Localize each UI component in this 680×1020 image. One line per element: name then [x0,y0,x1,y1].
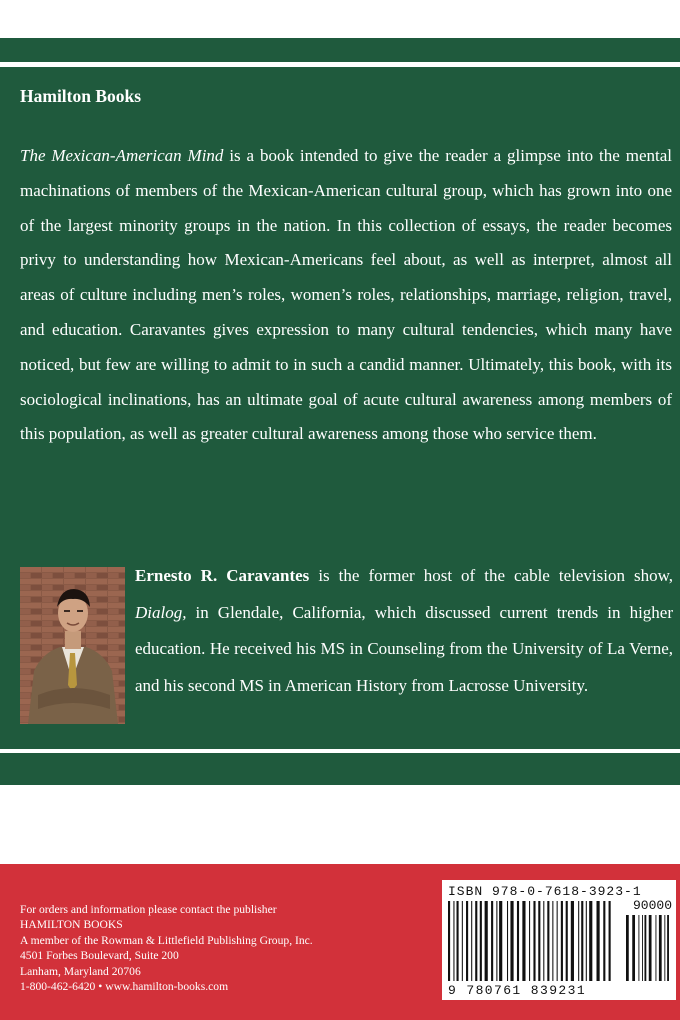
barcode-bar [533,901,535,981]
show-title: Dialog, [135,602,187,622]
barcode-bar [626,915,629,981]
barcode-bar [596,901,599,981]
barcode-bar [638,915,639,981]
book-title: The Mexican-American Mind [20,146,224,165]
author-bio-part2: in Glendale, California, which discussed current trends in higher education. He received his MS in Counseling from the University of La Verne, and his second MS in American History from Lacrosse University. [135,602,673,695]
publisher-heading: Hamilton Books [20,86,142,106]
barcode-bar [667,915,669,981]
barcode-bar [644,915,646,981]
barcode-bar [543,901,544,981]
barcode-bar [578,901,579,981]
author-portrait-image [20,567,125,724]
barcode-bar [642,915,643,981]
barcode-addon-icon [626,915,672,981]
barcode-bar [557,901,558,981]
barcode-bar [517,901,519,981]
barcode-bar [448,901,450,981]
barcode-bar [529,901,530,981]
barcode-bar [547,901,549,981]
barcode-bar [609,901,611,981]
barcode-bar [475,901,477,981]
barcode-bar [538,901,540,981]
barcode-bar [462,901,463,981]
barcode-bar [659,915,662,981]
barcode-bar [561,901,563,981]
barcode-bar [453,901,454,981]
publisher-contact [20,902,430,994]
book-description [20,139,672,452]
contact-line-city: Lanham, Maryland 20706 [20,964,141,978]
author-photo [20,567,125,724]
barcode-bar [522,901,525,981]
description-body: is a book intended to give the reader a glimpse into the mental machinations of members of the Mexican-American cultural group, which has grown into one of the largest minority groups in the nation. In this collection of essays, the reader becomes privy to understanding how Mexican-Americans feel about, as well as interpret, almost all areas of culture including men’s roles, women’s roles, relationships, marriage, religion, travel, and education. Caravantes gives expression to many cultural tendencies, which many have noticed, but few are willing to admit to in such a candid manner. Ultimately, this book, with its sociological inclinations, has an ultimate goal of acute cultural awareness among members of this population, as well as greater cultural awareness among those who service them. [20,146,672,444]
barcode-bar [589,901,592,981]
barcode-bar [480,901,482,981]
barcode-bar [485,901,488,981]
barcode-bar [571,901,574,981]
contact-line-publisher: HAMILTON BOOKS [20,918,123,932]
barcode-bar [632,915,635,981]
author-name: Ernesto R. Caravantes [135,566,310,585]
isbn-label: ISBN 978-0-7618-3923-1 [448,884,642,899]
barcode-bar [496,901,497,981]
barcode-icon [448,901,616,981]
price-code-label: 90000 [632,898,672,913]
barcode-bar [655,915,656,981]
barcode-bar [491,901,493,981]
barcode-bar [566,901,568,981]
barcode-bar [510,901,513,981]
barcode-bar [664,915,665,981]
barcode-bar [552,901,553,981]
barcode-bar [581,901,583,981]
barcode-bar [603,901,605,981]
barcode-bar [471,901,472,981]
top-green-band [0,38,680,62]
barcode-bar [466,901,468,981]
author-bio-part1: is the former host of the cable television show, [309,566,674,585]
barcode-digits: 9 780761 839231 [448,983,587,998]
barcode-bar [649,915,652,981]
contact-line-orders: For orders and information please contact the publisher [20,903,277,916]
barcode-bar [586,901,587,981]
contact-line-street: 4501 Forbes Boulevard, Suite 200 [20,949,179,963]
barcode-bar [457,901,459,981]
barcode-bar [507,901,508,981]
author-bio [135,558,673,704]
bottom-green-band [0,753,680,785]
barcode-bar [499,901,502,981]
contact-line-group: A member of the Rowman & Littlefield Publishing Group, Inc. [20,933,313,947]
contact-line-phone-web: 1-800-462-6420 • www.hamilton-books.com [20,980,229,994]
